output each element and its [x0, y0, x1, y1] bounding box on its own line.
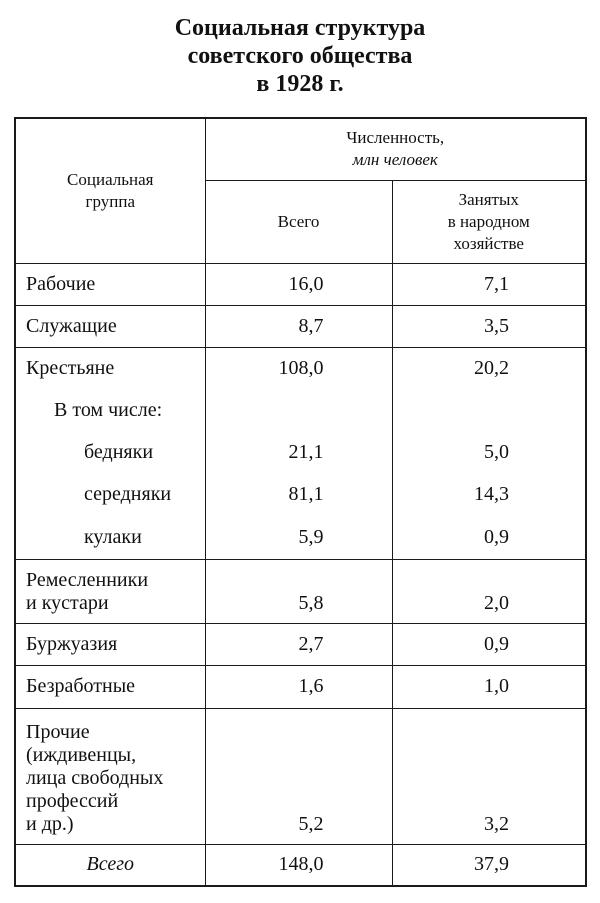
- count-header-line-1: Численность,: [346, 128, 445, 148]
- row-total: 21,1: [205, 431, 392, 473]
- table-row: [15, 263, 586, 305]
- row-total: 8,7: [205, 305, 392, 347]
- total-row-total: 148,0: [205, 844, 392, 886]
- row-label: Служащие: [15, 305, 205, 347]
- row-employed: 0,9: [392, 516, 586, 559]
- row-employed: 3,2: [392, 708, 586, 844]
- table-row: [15, 473, 586, 516]
- row-total: [205, 389, 392, 431]
- row-label-line: и др.): [26, 812, 74, 835]
- row-employed: 1,0: [392, 665, 586, 708]
- row-label: середняки: [15, 473, 205, 516]
- social-structure-table: [14, 117, 587, 887]
- row-label: Рабочие: [15, 263, 205, 305]
- title-line-3: в 1928 г.: [256, 71, 344, 97]
- total-column-header: Всего: [205, 180, 392, 263]
- row-total: 5,2: [205, 708, 392, 844]
- row-employed: 7,1: [392, 263, 586, 305]
- total-row-label: Всего: [15, 844, 205, 886]
- row-label: Безработные: [15, 665, 205, 708]
- data-table-container: [14, 117, 587, 887]
- count-header-line-2: млн человек: [352, 150, 438, 170]
- title-line-1: Социальная структура: [174, 15, 426, 41]
- row-label-line: Прочие: [26, 720, 90, 743]
- row-employed: 3,5: [392, 305, 586, 347]
- table-row: [15, 708, 586, 844]
- row-label-line: и кустари: [26, 591, 109, 614]
- row-label: Буржуазия: [15, 623, 205, 665]
- total-row: [15, 844, 586, 886]
- row-label-line: (иждивенцы,: [26, 743, 137, 766]
- employed-header-line-3: хозяйстве: [453, 233, 524, 253]
- row-label: [15, 708, 205, 844]
- row-label: В том числе:: [15, 389, 205, 431]
- table-row: [15, 665, 586, 708]
- table-row: [15, 347, 586, 389]
- row-total: 81,1: [205, 473, 392, 516]
- table-row: [15, 623, 586, 665]
- employed-header-line-1: Занятых: [458, 189, 519, 209]
- row-label-line: профессий: [26, 789, 119, 812]
- row-employed: 0,9: [392, 623, 586, 665]
- row-employed: 2,0: [392, 559, 586, 623]
- table-row: [15, 305, 586, 347]
- count-column-header: [205, 118, 586, 180]
- group-header-line-2: группа: [85, 191, 135, 211]
- row-total: 1,6: [205, 665, 392, 708]
- row-total: 108,0: [205, 347, 392, 389]
- row-total: 5,9: [205, 516, 392, 559]
- row-total: 2,7: [205, 623, 392, 665]
- row-label-line: лица свободных: [26, 766, 164, 789]
- row-employed: [392, 389, 586, 431]
- row-employed: 20,2: [392, 347, 586, 389]
- total-row-employed: 37,9: [392, 844, 586, 886]
- table-row: [15, 516, 586, 559]
- row-label: бедняки: [15, 431, 205, 473]
- employed-header-line-2: в народном: [447, 211, 530, 231]
- row-label: [15, 559, 205, 623]
- table-row: [15, 389, 586, 431]
- group-column-header: [15, 118, 205, 263]
- group-header-line-1: Социальная: [67, 169, 154, 189]
- title-line-2: советского общества: [187, 43, 413, 69]
- table-row: [15, 431, 586, 473]
- employed-column-header: [392, 180, 586, 263]
- row-total: 5,8: [205, 559, 392, 623]
- row-label: кулаки: [15, 516, 205, 559]
- row-employed: 5,0: [392, 431, 586, 473]
- row-total: 16,0: [205, 263, 392, 305]
- row-employed: 14,3: [392, 473, 586, 516]
- table-row: [15, 559, 586, 623]
- row-label: Крестьяне: [15, 347, 205, 389]
- row-label-line: Ремесленники: [26, 568, 149, 591]
- page-title: [0, 14, 600, 98]
